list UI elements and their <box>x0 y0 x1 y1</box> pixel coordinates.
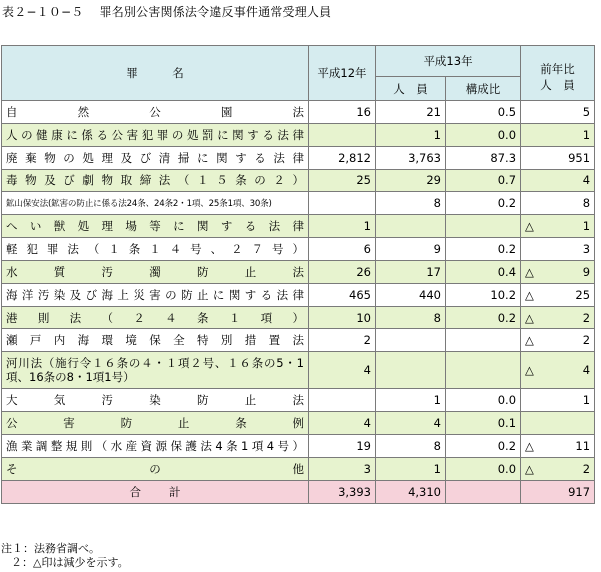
header-crime-name: 罪 名 <box>2 46 309 101</box>
table-caption: 罪名別公害関係法令違反事件通常受理人員 <box>99 5 332 19</box>
table-row <box>2 146 595 169</box>
decrease-mark: △ <box>525 333 534 348</box>
crime-name-cell: 廃棄物の処理及び清掃に関する法律 <box>2 146 309 169</box>
prev-value: 951 <box>568 150 591 165</box>
h13-cell: 8 <box>376 306 446 329</box>
h13-cell: 17 <box>376 260 446 283</box>
crime-name-cell: 自然公園法 <box>2 101 309 124</box>
table-row <box>2 101 595 124</box>
prev-cell <box>521 329 595 352</box>
h12-cell: 3 <box>309 457 376 480</box>
ratio-cell: 0.2 <box>446 434 521 457</box>
total-row <box>2 480 595 503</box>
h12-cell: 25 <box>309 169 376 192</box>
h12-cell <box>309 123 376 146</box>
crime-name-cell: 水質汚濁防止法 <box>2 260 309 283</box>
prev-value: 4 <box>582 363 591 378</box>
ratio-cell: 0.0 <box>446 389 521 412</box>
h13-cell: 21 <box>376 101 446 124</box>
prev-cell <box>521 412 595 435</box>
h13-cell: 1 <box>376 389 446 412</box>
prev-value: 1 <box>582 393 591 408</box>
ratio-cell: 0.5 <box>446 101 521 124</box>
h13-cell: 8 <box>376 434 446 457</box>
decrease-mark: △ <box>525 461 534 476</box>
h13-cell: 4 <box>376 412 446 435</box>
h12-cell: 2,812 <box>309 146 376 169</box>
decrease-mark: △ <box>525 287 534 302</box>
ratio-cell <box>446 215 521 238</box>
table-row <box>2 192 595 215</box>
table-title <box>2 3 331 20</box>
h13-cell: 8 <box>376 192 446 215</box>
prev-cell <box>521 389 595 412</box>
prev-cell <box>521 169 595 192</box>
note-2: ２：△印は減少を示す。 <box>11 555 129 569</box>
h13-cell: 3,763 <box>376 146 446 169</box>
prev-cell <box>521 352 595 389</box>
table-row <box>2 329 595 352</box>
prev-value: 25 <box>575 287 591 302</box>
table-row <box>2 457 595 480</box>
ratio-cell: 0.1 <box>446 412 521 435</box>
crime-name-cell: 毒物及び劇物取締法（１５条の２） <box>2 169 309 192</box>
table-row <box>2 434 595 457</box>
total-label: 合計 <box>129 484 209 499</box>
crime-name-cell: 軽犯罪法（１条１４号、２７号） <box>2 238 309 261</box>
prev-value: 3 <box>582 241 591 256</box>
crime-name-cell: 大気汚染防止法 <box>2 389 309 412</box>
crime-name-cell: 公害防止条例 <box>2 412 309 435</box>
prev-cell <box>521 283 595 306</box>
h12-cell <box>309 389 376 412</box>
prev-cell <box>521 146 595 169</box>
table-row <box>2 306 595 329</box>
prev-value: 11 <box>575 438 591 453</box>
total-prev-cell <box>521 480 595 503</box>
prev-cell <box>521 123 595 146</box>
h13-cell <box>376 352 446 389</box>
crime-name-cell: 河川法（施行令１６条の４・１項２号、１６条の5・1項、16条の8・1項1号） <box>2 352 309 389</box>
ratio-cell: 10.2 <box>446 283 521 306</box>
prev-value: 2 <box>582 333 591 348</box>
total-label-cell <box>2 480 309 503</box>
table-row <box>2 389 595 412</box>
prev-cell <box>521 457 595 480</box>
h12-cell: 10 <box>309 306 376 329</box>
table-body <box>2 101 595 504</box>
ratio-cell: 0.0 <box>446 123 521 146</box>
table-row <box>2 169 595 192</box>
decrease-mark: △ <box>525 219 534 234</box>
ratio-cell: 0.2 <box>446 238 521 261</box>
h12-cell <box>309 192 376 215</box>
crime-name-cell: 人の健康に係る公害犯罪の処罰に関する法律 <box>2 123 309 146</box>
h12-cell: 4 <box>309 412 376 435</box>
ratio-cell <box>446 329 521 352</box>
h12-cell: 16 <box>309 101 376 124</box>
table-row <box>2 238 595 261</box>
header-h13-ratio: 構成比 <box>446 77 521 101</box>
ratio-cell: 0.0 <box>446 457 521 480</box>
prev-value: 9 <box>582 264 591 279</box>
prev-cell <box>521 260 595 283</box>
table-row <box>2 283 595 306</box>
ratio-cell: 0.2 <box>446 192 521 215</box>
h12-cell: 1 <box>309 215 376 238</box>
table-number: 表２−１０−５ <box>2 5 84 19</box>
total-h12-cell: 3,393 <box>309 480 376 503</box>
header-h13-people: 人 員 <box>376 77 446 101</box>
prev-cell <box>521 434 595 457</box>
prev-value: 8 <box>582 196 591 211</box>
h12-cell: 19 <box>309 434 376 457</box>
ratio-cell <box>446 352 521 389</box>
crime-name-cell: 海洋汚染及び海上災害の防止に関する法律 <box>2 283 309 306</box>
prev-value: 1 <box>582 219 591 234</box>
decrease-mark: △ <box>525 310 534 325</box>
note-1: 注１：法務省調べ。 <box>1 542 100 555</box>
crime-name-cell: 鉱山保安法(鉱害の防止に係る法24条、24条2・1項、25条1項、30条) <box>2 192 309 215</box>
header-h12: 平成12年 <box>309 46 376 101</box>
prev-value: 5 <box>582 104 591 119</box>
ratio-cell: 0.7 <box>446 169 521 192</box>
crime-name-cell: 漁業調整規則（水産資源保護法4条1項4号） <box>2 434 309 457</box>
table-row <box>2 352 595 389</box>
prev-cell <box>521 215 595 238</box>
table-row <box>2 215 595 238</box>
prev-cell <box>521 101 595 124</box>
prev-value: 1 <box>582 127 591 142</box>
header-prev-people: 人 員 <box>521 77 595 101</box>
h12-cell: 4 <box>309 352 376 389</box>
total-h13-cell: 4,310 <box>376 480 446 503</box>
ratio-cell: 0.2 <box>446 306 521 329</box>
notes <box>1 542 129 569</box>
prev-cell <box>521 238 595 261</box>
header-prev: 前年比 <box>521 46 595 77</box>
total-ratio-cell <box>446 480 521 503</box>
h13-cell <box>376 329 446 352</box>
decrease-mark: △ <box>525 363 534 378</box>
prev-cell <box>521 192 595 215</box>
prev-value: 2 <box>582 461 591 476</box>
h12-cell: 465 <box>309 283 376 306</box>
crime-name-cell: へい獣処理場等に関する法律 <box>2 215 309 238</box>
table-row <box>2 260 595 283</box>
h13-cell: 9 <box>376 238 446 261</box>
prev-cell <box>521 306 595 329</box>
crime-name-cell: 港則法（２４条１項） <box>2 306 309 329</box>
table-row <box>2 123 595 146</box>
header-h13: 平成13年 <box>376 46 521 77</box>
h13-cell: 440 <box>376 283 446 306</box>
h13-cell: 29 <box>376 169 446 192</box>
h12-cell: 2 <box>309 329 376 352</box>
crime-name-cell: その他 <box>2 457 309 480</box>
decrease-mark: △ <box>525 264 534 279</box>
ratio-cell: 0.4 <box>446 260 521 283</box>
h13-cell: 1 <box>376 457 446 480</box>
h13-cell <box>376 215 446 238</box>
ratio-cell: 87.3 <box>446 146 521 169</box>
prev-value: 4 <box>582 173 591 188</box>
prev-value: 2 <box>582 310 591 325</box>
decrease-mark: △ <box>525 438 534 453</box>
h12-cell: 6 <box>309 238 376 261</box>
total-prev-value: 917 <box>568 484 591 499</box>
h13-cell: 1 <box>376 123 446 146</box>
data-table <box>1 45 595 504</box>
h12-cell: 26 <box>309 260 376 283</box>
table-row <box>2 412 595 435</box>
crime-name-cell: 瀬戸内海環境保全特別措置法 <box>2 329 309 352</box>
